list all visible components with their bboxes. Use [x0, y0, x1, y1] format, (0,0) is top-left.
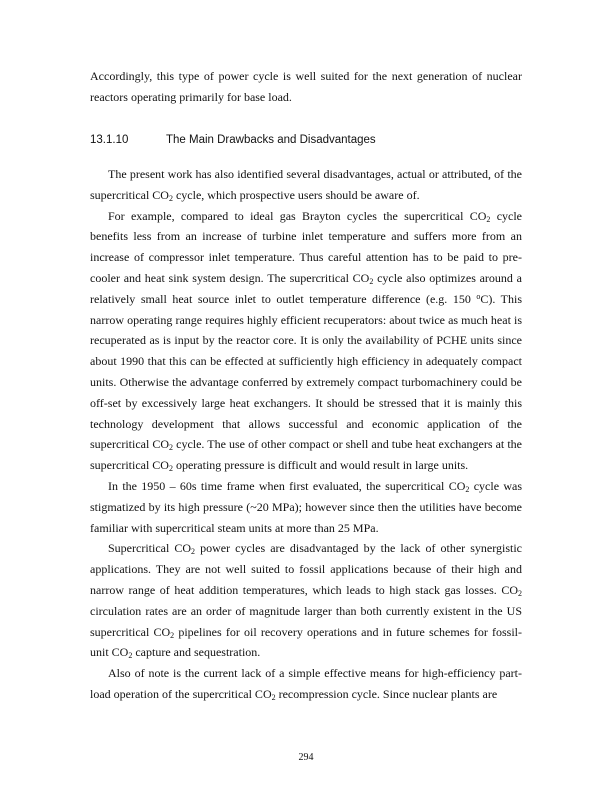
subscript: 2: [168, 193, 173, 203]
text-run: cycle was stigmatized by its high pressure (~20 MPa); however since then the utilities have become familiar with supercritical steam units at more than 25 MPa.: [90, 478, 523, 535]
text-run: cycle, which prospective users should be aware of.: [172, 187, 420, 202]
page-number: 294: [298, 752, 314, 763]
subscript: 2: [168, 464, 173, 474]
subscript: 2: [518, 588, 522, 598]
subscript: 2: [191, 547, 196, 557]
intro-paragraph: [90, 66, 522, 108]
text-run: capture and sequestration.: [132, 645, 261, 660]
section-heading: [90, 134, 376, 146]
text-run: operating pressure is difficult and would result in large units.: [172, 458, 469, 473]
paragraph-1: [90, 164, 522, 206]
text-run: cycle benefits less from an increase of turbine inlet temperature and suffers more from an increase of compressor inlet temperature. Thus careful attention has to be paid to pre-cooler and heat sink system design. The supercritical CO: [90, 208, 523, 285]
subscript: 2: [170, 630, 175, 640]
text-run: recompression cycle. Since nuclear plants are: [275, 686, 498, 701]
paragraph-2: [90, 206, 522, 476]
text-run: In the 1950 – 60s time frame when first evaluated, the supercritical CO: [108, 478, 466, 493]
text-run: circulation rates are an order of magnitude larger than both currently existent in the US supercritical CO: [90, 603, 522, 639]
text-run: pipelines for oil recovery operations and in future schemes for fossil-unit CO: [90, 624, 522, 660]
section-number: 13.1.10: [90, 134, 129, 146]
superscript: o: [476, 291, 481, 301]
body-text: [90, 164, 522, 705]
subscript: 2: [169, 443, 174, 453]
text-run: Also of note is the current lack of a simple effective means for high-efficiency part-load operation of the supercritical CO: [90, 666, 522, 701]
text-run: For example, compared to ideal gas Brayton cycles the supercritical CO: [108, 208, 487, 223]
text-run: The present work has also identified several disadvantages, actual or attributed, of the supercritical CO: [90, 167, 522, 202]
paragraph-4: [90, 538, 522, 663]
text-run: power cycles are disadvantaged by the lack of other synergistic applications. They are not well suited to fossil applications because of their high and narrow range of heat addition temperatures, which leads to high stack gas losses. CO: [90, 541, 522, 597]
paragraph-3: [90, 476, 522, 538]
intro-text: Accordingly, this type of power cycle is well suited for the next generation of nuclear reactors operating primarily for base load.: [90, 69, 522, 104]
text-run: cycle. The use of other compact or shell and tube heat exchangers at the supercritical CO: [90, 437, 522, 473]
subscript: 2: [271, 692, 276, 702]
subscript: 2: [128, 651, 133, 661]
text-run: Supercritical CO: [108, 541, 192, 556]
section-title: The Main Drawbacks and Disadvantages: [166, 134, 376, 146]
subscript: 2: [465, 484, 470, 494]
paragraph-5: [90, 663, 522, 705]
text-run: C). This narrow operating range requires highly efficient recuperators: about twice as much heat is recuperated as is input by the reactor core. It is only the availability of PCHE units since about 1990 that this can be effected at sufficiently high efficiency in adequately compact units. Otherwise the advantage conferred by extremely compact turbomachinery could be off-set by excessively large heat exchangers. It should be stressed that it is mainly this technology development that allows successful and economic application of the supercritical CO: [90, 291, 522, 452]
subscript: 2: [486, 214, 491, 224]
text-run: cycle also optimizes around a relatively small heat source inlet to outlet temperature difference (e.g. 150: [90, 270, 522, 306]
subscript: 2: [369, 276, 374, 286]
